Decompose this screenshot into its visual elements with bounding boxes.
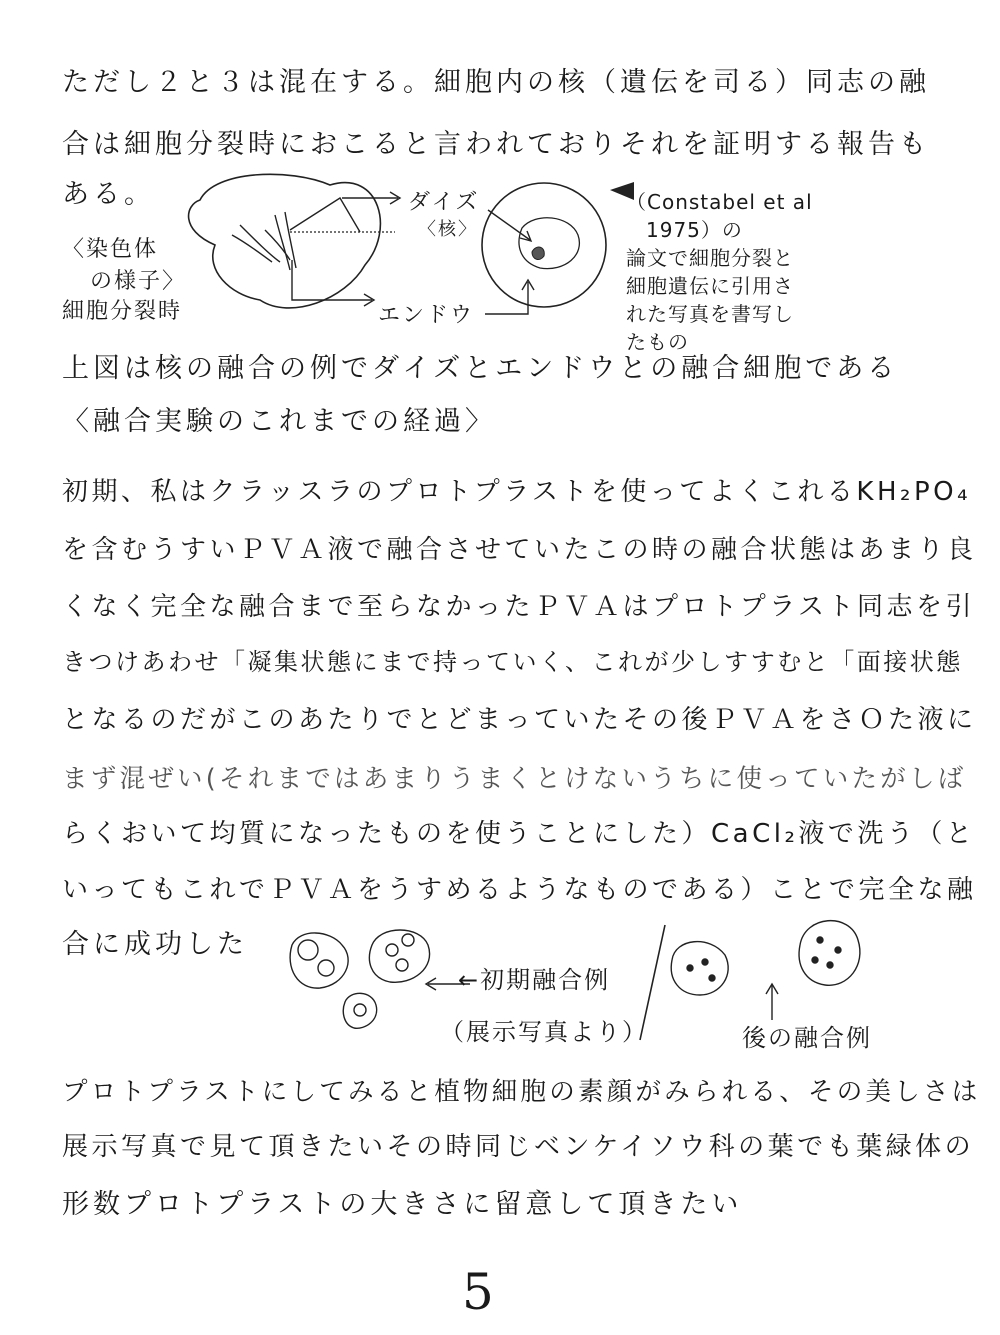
text-line-3: ある。 [62, 179, 155, 210]
fused-cell-outline [482, 183, 606, 307]
text-line-11: まず混ぜい(それまではあまりうまくとけないうちに使っていたがしば [62, 764, 967, 794]
text-line-16: 展示写真で見て頂きたいその時同じベンケイソウ科の葉でも葉緑体の [62, 1132, 975, 1162]
cell-division-label: 細胞分裂時 [62, 299, 183, 324]
chromosome-label-2: の様子〉 [90, 269, 187, 294]
fused-nucleus-outline [519, 218, 579, 269]
text-line-17: 形数プロトプラストの大きさに留意して頂きたい [62, 1189, 743, 1220]
citation-line: （Constabel et al [626, 190, 813, 214]
text-line-13: いってもこれでＰＶＡをうすめるようなものである）ことで完全な融 [62, 875, 977, 905]
daizu-label: ダイズ [408, 190, 480, 215]
text-line-4: 上図は核の融合の例でダイズとエンドウとの融合細胞である [62, 353, 899, 384]
text-line-15: プロトプラストにしてみると植物細胞の素顔がみられる、その美しさは [62, 1077, 981, 1107]
chromosome-cell-outline [189, 174, 381, 308]
later-fusion-label: 後の融合例 [742, 1024, 872, 1052]
photo-source-label: （展示写真より） [440, 1018, 648, 1046]
citation-line: たもの [626, 330, 689, 354]
text-line-7: を含むうすいＰＶＡ液で融合させていたこの時の融合状態はあまり良 [62, 535, 977, 565]
text-line-2: 合は細胞分裂時におこると言われておりそれを証明する報告も [62, 129, 930, 160]
citation-line: 論文で細胞分裂と [626, 246, 794, 270]
text-line-14: 合に成功した [62, 929, 248, 960]
chromosome-strands [232, 212, 296, 270]
citation-line: 細胞遺伝に引用さ [626, 274, 794, 298]
arrow-endou [292, 260, 372, 300]
text-line-9: きつけあわせ「凝集状態にまで持っていく、これが少しすすむと「面接状態 [62, 648, 963, 676]
citation-note [606, 188, 906, 356]
citation-line: 1975）の [646, 218, 743, 242]
later-fusion-sketches [671, 921, 860, 995]
chromosome-label-1: 〈染色体 [62, 237, 159, 262]
text-line-12: らくおいて均質になったものを使うことにした）CaCl₂液で洗う（と [62, 819, 976, 849]
page-number: 5 [462, 1263, 494, 1321]
citation-line: れた写真を書写し [626, 302, 794, 326]
text-line-8: くなく完全な融合まで至らなかったＰＶＡはプロトプラスト同志を引 [62, 592, 975, 622]
section-heading: 〈融合実験のこれまでの経過〉 [62, 406, 496, 437]
early-fusion-label: ←初期融合例 [458, 966, 611, 994]
endou-label: エンドウ [378, 303, 475, 328]
nucleus-label: 〈核〉 [418, 219, 478, 240]
early-fusion-sketches [290, 930, 429, 1028]
text-line-10: となるのだがこのあたりでとどまっていたその後ＰＶＡをさＯた液に [62, 705, 977, 735]
text-line-6: 初期、私はクラッスラのプロトプラストを使ってよくこれるKH₂PO₄ [62, 477, 972, 507]
text-line-1: ただし２と３は混在する。細胞内の核（遺伝を司る）同志の融 [62, 67, 930, 98]
